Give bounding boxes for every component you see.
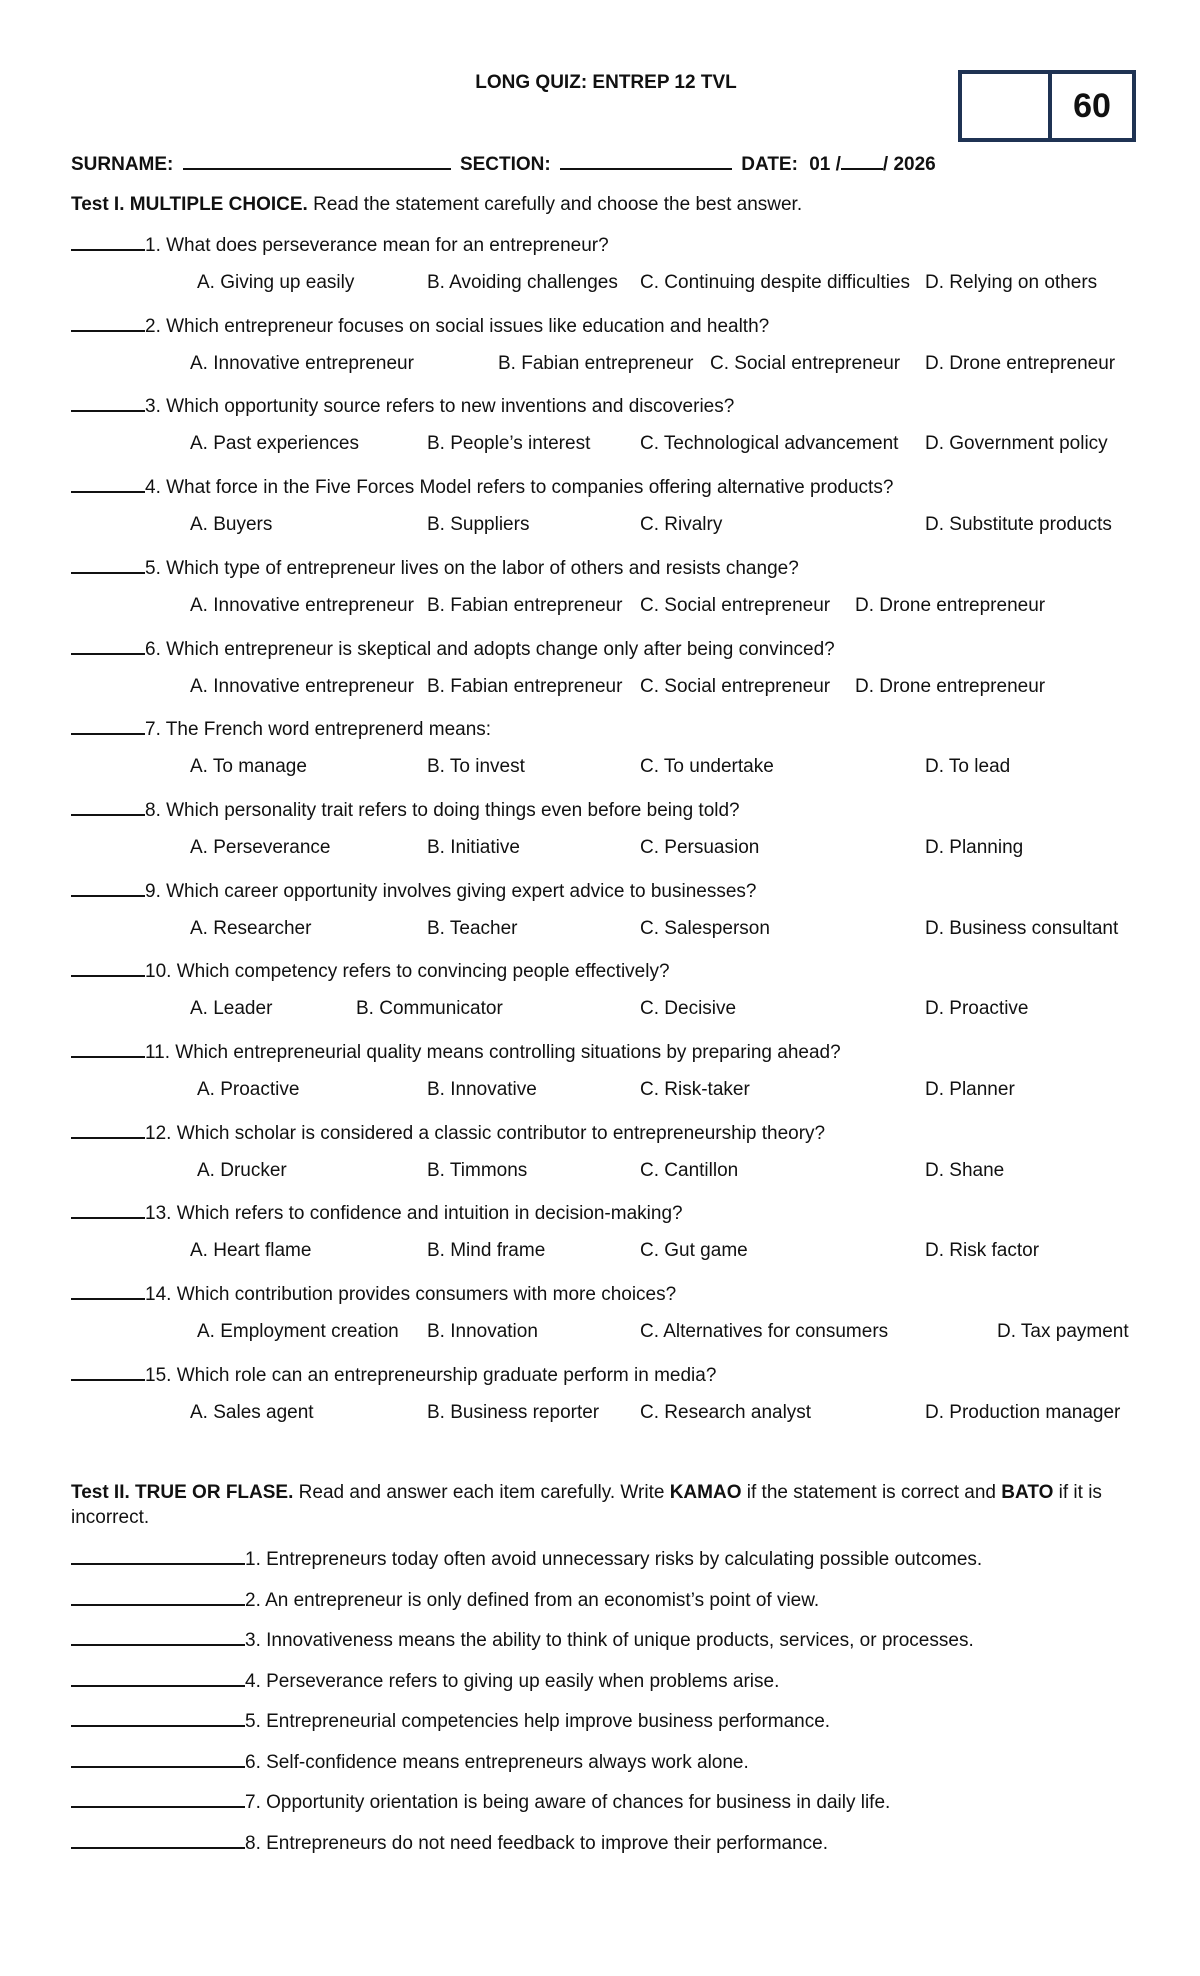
tf-item-6 xyxy=(71,1749,1151,1774)
option-c: C. Technological advancement xyxy=(640,433,899,455)
question-text: 8. Which personality trait refers to doing things even before being told? xyxy=(145,799,740,821)
test2-instructions-part1: Read and answer each item carefully. Write xyxy=(293,1482,670,1503)
option-d: D. Planning xyxy=(925,836,1024,858)
option-b: B. To invest xyxy=(427,756,525,778)
answer-blank[interactable] xyxy=(71,1627,245,1646)
option-a: A. Proactive xyxy=(197,1079,300,1100)
option-c: C. Social entrepreneur xyxy=(640,594,831,616)
tf-item-text: 5. Entrepreneurial competencies help improve business performance. xyxy=(245,1711,831,1732)
test2-instructions-part2: if the statement is correct and xyxy=(741,1482,1002,1503)
option-c: C. Decisive xyxy=(640,998,737,1020)
option-b: B. Timmons xyxy=(427,1159,528,1181)
question-13 xyxy=(71,1200,1151,1225)
question-1 xyxy=(71,232,1151,257)
question-12 xyxy=(71,1120,1151,1145)
question-text: 15. Which role can an entrepreneurship graduate perform in media? xyxy=(145,1364,717,1386)
question-text: 11. Which entrepreneurial quality means controlling situations by preparing ahead? xyxy=(145,1042,841,1063)
option-a: A. Past experiences xyxy=(190,433,359,455)
question-15 xyxy=(71,1362,1151,1387)
option-a: A. Innovative entrepreneur xyxy=(190,594,414,616)
question-14 xyxy=(71,1281,1151,1306)
option-a: A. Buyers xyxy=(190,514,273,536)
option-d: D. Substitute products xyxy=(925,514,1112,536)
option-d: D. Drone entrepreneur xyxy=(925,352,1116,374)
question-text: 14. Which contribution provides consumers with more choices? xyxy=(145,1284,677,1306)
date-year: / 2026 xyxy=(882,154,936,175)
option-c: C. Persuasion xyxy=(640,836,760,858)
option-a: A. Innovative entrepreneur xyxy=(190,352,414,374)
option-b: B. Initiative xyxy=(427,836,520,858)
answer-blank[interactable] xyxy=(71,958,145,977)
date-month: 01 / xyxy=(809,154,841,175)
date-label: DATE: xyxy=(741,154,798,175)
option-b: B. Suppliers xyxy=(427,514,530,536)
question-text: 9. Which career opportunity involves giving expert advice to businesses? xyxy=(145,880,757,902)
option-d: D. Shane xyxy=(925,1159,1005,1181)
option-d: D. Relying on others xyxy=(925,272,1098,293)
answer-blank[interactable] xyxy=(71,1789,245,1808)
answer-blank[interactable] xyxy=(71,232,145,251)
question-4 xyxy=(71,474,1151,499)
answer-blank[interactable] xyxy=(71,797,145,816)
answer-blank[interactable] xyxy=(71,1668,245,1687)
question-text: 2. Which entrepreneur focuses on social issues like education and health? xyxy=(145,315,770,337)
tf-item-8 xyxy=(71,1830,1151,1855)
option-d: D. To lead xyxy=(925,756,1011,778)
option-b: B. Fabian entrepreneur xyxy=(427,675,623,697)
option-c: C. Salesperson xyxy=(640,917,770,939)
answer-blank[interactable] xyxy=(71,636,145,655)
question-text: 12. Which scholar is considered a classic contributor to entrepreneurship theory? xyxy=(145,1122,826,1144)
test2-instructions-part3: if it is incorrect. xyxy=(71,1482,1102,1528)
student-info-line xyxy=(71,152,936,176)
option-b: B. People’s interest xyxy=(427,433,591,455)
question-text: 4. What force in the Five Forces Model refers to companies offering alternative products? xyxy=(145,477,894,499)
option-d: D. Tax payment xyxy=(997,1321,1129,1343)
question-text: 7. The French word entreprenerd means: xyxy=(145,719,492,741)
answer-blank[interactable] xyxy=(71,1362,145,1381)
option-a: A. Drucker xyxy=(197,1159,287,1181)
question-5 xyxy=(71,555,1151,580)
option-b: B. Business reporter xyxy=(427,1401,600,1423)
option-b: B. Fabian entrepreneur xyxy=(427,594,623,616)
option-d: D. Drone entrepreneur xyxy=(855,594,1046,616)
option-b: B. Avoiding challenges xyxy=(427,272,618,293)
option-a: A. Heart flame xyxy=(190,1240,312,1262)
answer-blank[interactable] xyxy=(71,1749,245,1768)
answer-blank[interactable] xyxy=(71,555,145,574)
correct-word: KAMAO xyxy=(669,1482,742,1503)
tf-item-text: 1. Entrepreneurs today often avoid unnecessary risks by calculating possible outcomes. xyxy=(245,1549,983,1570)
option-a: A. Leader xyxy=(190,998,273,1020)
test2-header xyxy=(71,1480,1141,1530)
option-d: D. Drone entrepreneur xyxy=(855,675,1046,697)
answer-blank[interactable] xyxy=(71,716,145,735)
option-c: C. To undertake xyxy=(640,756,774,778)
option-b: B. Innovative xyxy=(427,1079,537,1100)
question-8 xyxy=(71,797,1151,822)
question-text: 13. Which refers to confidence and intuition in decision-making? xyxy=(145,1203,683,1225)
answer-blank[interactable] xyxy=(71,313,145,332)
tf-item-text: 6. Self-confidence means entrepreneurs always work alone. xyxy=(245,1751,749,1773)
option-a: A. Employment creation xyxy=(197,1321,399,1343)
tf-item-text: 4. Perseverance refers to giving up easily when problems arise. xyxy=(245,1670,780,1692)
test1-header xyxy=(71,192,1141,217)
option-c: C. Cantillon xyxy=(640,1159,739,1181)
wrong-word: BATO xyxy=(1001,1482,1054,1503)
option-d: D. Proactive xyxy=(925,998,1029,1020)
question-text: 3. Which opportunity source refers to new inventions and discoveries? xyxy=(145,396,735,418)
answer-blank[interactable] xyxy=(71,1200,145,1219)
answer-blank[interactable] xyxy=(71,1708,245,1727)
option-d: D. Business consultant xyxy=(925,917,1119,939)
date-day-field[interactable] xyxy=(841,152,883,170)
answer-blank[interactable] xyxy=(71,474,145,493)
answer-blank[interactable] xyxy=(71,1039,145,1058)
option-c: C. Risk-taker xyxy=(640,1079,750,1100)
question-10 xyxy=(71,958,1151,983)
section-field[interactable] xyxy=(560,152,732,170)
surname-label: SURNAME: xyxy=(71,154,174,175)
total-score: 60 xyxy=(1073,86,1111,125)
question-2 xyxy=(71,313,1151,338)
option-c: C. Gut game xyxy=(640,1240,748,1262)
surname-field[interactable] xyxy=(183,152,451,170)
quiz-title: LONG QUIZ: ENTREP 12 TVL xyxy=(475,72,737,93)
tf-item-2 xyxy=(71,1587,1151,1612)
option-b: B. Communicator xyxy=(356,998,503,1020)
question-7 xyxy=(71,716,1151,741)
question-9 xyxy=(71,878,1151,903)
option-c: C. Rivalry xyxy=(640,514,723,536)
tf-item-4 xyxy=(71,1668,1151,1693)
tf-item-text: 8. Entrepreneurs do not need feedback to improve their performance. xyxy=(245,1832,829,1854)
question-text: 10. Which competency refers to convincing people effectively? xyxy=(145,961,670,983)
tf-item-text: 3. Innovativeness means the ability to think of unique products, services, or processes. xyxy=(245,1630,974,1651)
answer-blank[interactable] xyxy=(71,1281,145,1300)
question-11 xyxy=(71,1039,1151,1064)
answer-blank[interactable] xyxy=(71,1830,245,1849)
option-b: B. Innovation xyxy=(427,1321,538,1343)
option-a: A. Giving up easily xyxy=(197,272,355,293)
option-d: D. Risk factor xyxy=(925,1240,1040,1262)
option-a: A. To manage xyxy=(190,756,307,778)
option-a: A. Sales agent xyxy=(190,1401,314,1423)
score-input[interactable] xyxy=(962,74,1052,138)
option-d: D. Planner xyxy=(925,1079,1015,1100)
answer-blank[interactable] xyxy=(71,1546,245,1565)
test1-instructions: Read the statement carefully and choose the best answer. xyxy=(307,194,803,215)
answer-blank[interactable] xyxy=(71,878,145,897)
tf-item-text: 7. Opportunity orientation is being aware of chances for business in daily life. xyxy=(245,1792,891,1813)
tf-item-text: 2. An entrepreneur is only defined from an economist’s point of view. xyxy=(245,1589,820,1611)
option-b: B. Fabian entrepreneur xyxy=(498,352,694,374)
option-c: C. Research analyst xyxy=(640,1401,812,1423)
option-c: C. Continuing despite difficulties xyxy=(640,272,911,293)
question-text: 6. Which entrepreneur is skeptical and adopts change only after being convinced? xyxy=(145,638,835,660)
question-6 xyxy=(71,636,1151,661)
option-a: A. Researcher xyxy=(190,917,312,939)
tf-item-7 xyxy=(71,1789,1151,1814)
score-box xyxy=(958,70,1136,142)
option-d: D. Production manager xyxy=(925,1401,1121,1423)
tf-item-1 xyxy=(71,1546,1151,1571)
option-a: A. Innovative entrepreneur xyxy=(190,675,414,697)
answer-blank[interactable] xyxy=(71,1587,245,1606)
test2-title: Test II. TRUE OR FLASE. xyxy=(71,1482,294,1503)
tf-item-5 xyxy=(71,1708,1151,1733)
option-c: C. Social entrepreneur xyxy=(640,675,831,697)
option-c: C. Alternatives for consumers xyxy=(640,1321,889,1343)
tf-item-3 xyxy=(71,1627,1151,1652)
question-text: 5. Which type of entrepreneur lives on the labor of others and resists change? xyxy=(145,557,799,579)
option-c: C. Social entrepreneur xyxy=(710,352,901,374)
test1-title: Test I. MULTIPLE CHOICE. xyxy=(71,194,308,215)
answer-blank[interactable] xyxy=(71,393,145,412)
option-b: B. Mind frame xyxy=(427,1240,546,1262)
option-b: B. Teacher xyxy=(427,917,518,939)
answer-blank[interactable] xyxy=(71,1120,145,1139)
option-a: A. Perseverance xyxy=(190,836,331,858)
question-3 xyxy=(71,393,1151,418)
question-text: 1. What does perseverance mean for an entrepreneur? xyxy=(145,235,609,256)
option-d: D. Government policy xyxy=(925,433,1108,455)
section-label: SECTION: xyxy=(459,154,551,175)
